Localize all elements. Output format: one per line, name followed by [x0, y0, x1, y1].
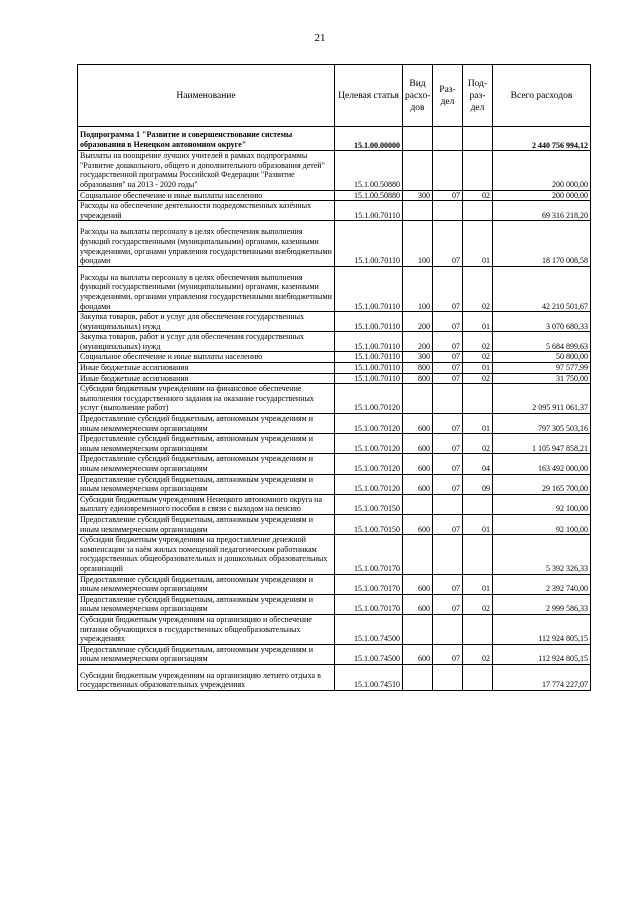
- row-razdel: [433, 614, 463, 644]
- row-code: 15.1.00.70170: [335, 535, 403, 574]
- row-podrazdel: [463, 494, 493, 514]
- row-name: Иные бюджетные ассигнования: [78, 373, 335, 384]
- row-podrazdel: [463, 664, 493, 690]
- row-name: Субсидии бюджетным учреждениям на организацию летнего отдыха в государственных образовательных учреждениях: [78, 664, 335, 690]
- row-name: Расходы на выплаты персоналу в целях обеспечения выполнения функций государственными (муниципальными) органами, казенными учреждениями, органами управления государственными внебюджетными фондами: [78, 221, 335, 266]
- header-podrazdel: Под-раз-дел: [463, 65, 493, 127]
- row-razdel: 07: [433, 312, 463, 332]
- row-vid: 600: [403, 414, 433, 434]
- row-code: 15.1.00.70120: [335, 414, 403, 434]
- row-name: Предоставление субсидий бюджетным, автономным учреждениям и иным некоммерческим организациям: [78, 594, 335, 614]
- row-vid: 800: [403, 373, 433, 384]
- row-sum: 5 684 899,63: [493, 332, 591, 352]
- row-code: 15.1.00.70170: [335, 574, 403, 594]
- row-podrazdel: 02: [463, 332, 493, 352]
- table-row: [78, 352, 591, 363]
- table-row: [78, 151, 591, 190]
- row-code: 15.1.00.70120: [335, 454, 403, 474]
- table-row: [78, 127, 591, 151]
- row-razdel: 07: [433, 221, 463, 266]
- row-vid: [403, 494, 433, 514]
- table-row: [78, 266, 591, 311]
- row-code: 15.1.00.70170: [335, 594, 403, 614]
- table-row: [78, 363, 591, 374]
- row-sum: 112 924 805,15: [493, 614, 591, 644]
- row-vid: 600: [403, 514, 433, 534]
- table-row: [78, 454, 591, 474]
- header-code: Целевая статья: [335, 65, 403, 127]
- row-name: Субсидии бюджетным учреждениям на финансовое обеспечение выполнения государственного задания на оказание государственных услуг (выполнение работ): [78, 384, 335, 414]
- row-vid: [403, 384, 433, 414]
- header-total: Всего расходов: [493, 65, 591, 127]
- row-razdel: 07: [433, 514, 463, 534]
- row-sum: 50 800,00: [493, 352, 591, 363]
- row-sum: 200 000,00: [493, 190, 591, 201]
- row-razdel: 07: [433, 352, 463, 363]
- row-vid: [403, 201, 433, 221]
- row-code: 15.1.00.70150: [335, 514, 403, 534]
- row-code: 15.1.00.74510: [335, 664, 403, 690]
- row-code: 15.1.00.70110: [335, 201, 403, 221]
- row-name: Предоставление субсидий бюджетным, автономным учреждениям и иным некоммерческим организациям: [78, 514, 335, 534]
- table-row: [78, 614, 591, 644]
- row-razdel: 07: [433, 373, 463, 384]
- row-razdel: 07: [433, 363, 463, 374]
- table-row: [78, 190, 591, 201]
- row-vid: [403, 664, 433, 690]
- page-number: 21: [314, 32, 326, 44]
- row-razdel: 07: [433, 434, 463, 454]
- row-podrazdel: 02: [463, 352, 493, 363]
- row-name: Расходы на выплаты персоналу в целях обеспечения выполнения функций государственными (муниципальными) органами, казенными учреждениями, органами управления государственными внебюджетными фондами: [78, 266, 335, 311]
- table-row: [78, 332, 591, 352]
- row-vid: 600: [403, 644, 433, 664]
- row-vid: [403, 151, 433, 190]
- row-code: 15.1.00.70110: [335, 266, 403, 311]
- table-row: [78, 414, 591, 434]
- row-vid: 600: [403, 594, 433, 614]
- header-vid: Вид расхо-дов: [403, 65, 433, 127]
- row-sum: 797 305 503,16: [493, 414, 591, 434]
- row-name: Подпрограмма 1 "Развитие и совершенствование системы образования в Ненецком автономном округе": [78, 127, 335, 151]
- row-vid: 600: [403, 474, 433, 494]
- row-name: Предоставление субсидий бюджетным, автономным учреждениям и иным некоммерческим организациям: [78, 474, 335, 494]
- row-code: 15.1.00.70110: [335, 363, 403, 374]
- row-name: Закупка товаров, работ и услуг для обеспечения государственных (муниципальных) нужд: [78, 312, 335, 332]
- row-name: Закупка товаров, работ и услуг для обеспечения государственных (муниципальных) нужд: [78, 332, 335, 352]
- row-code: 15.1.00.70110: [335, 373, 403, 384]
- row-razdel: [433, 151, 463, 190]
- row-sum: 2 095 911 061,37: [493, 384, 591, 414]
- row-podrazdel: [463, 127, 493, 151]
- row-vid: [403, 127, 433, 151]
- row-name: Субсидии бюджетным учреждениям Ненецкого автономного округа на выплату единовременного пособия в связи с выходом на пенсию: [78, 494, 335, 514]
- row-sum: 92 100,00: [493, 494, 591, 514]
- row-sum: 69 316 218,20: [493, 201, 591, 221]
- row-podrazdel: 01: [463, 312, 493, 332]
- row-sum: 92 100,00: [493, 514, 591, 534]
- row-vid: 600: [403, 454, 433, 474]
- row-vid: 600: [403, 434, 433, 454]
- row-sum: 112 924 805,15: [493, 644, 591, 664]
- row-podrazdel: 02: [463, 644, 493, 664]
- table-row: [78, 664, 591, 690]
- table-row: [78, 594, 591, 614]
- row-name: Субсидии бюджетным учреждениям на организацию и обеспечение питания обучающихся в государственных общеобразовательных учреждениях: [78, 614, 335, 644]
- row-vid: 300: [403, 352, 433, 363]
- row-code: 15.1.00.00000: [335, 127, 403, 151]
- row-razdel: [433, 494, 463, 514]
- table-row: [78, 312, 591, 332]
- row-sum: 2 440 756 994,12: [493, 127, 591, 151]
- row-name: Предоставление субсидий бюджетным, автономным учреждениям и иным некоммерческим организациям: [78, 644, 335, 664]
- row-podrazdel: [463, 151, 493, 190]
- row-razdel: [433, 201, 463, 221]
- row-vid: [403, 614, 433, 644]
- row-podrazdel: [463, 535, 493, 574]
- row-sum: 18 170 008,58: [493, 221, 591, 266]
- row-razdel: 07: [433, 474, 463, 494]
- row-podrazdel: 01: [463, 363, 493, 374]
- row-vid: 300: [403, 190, 433, 201]
- row-code: 15.1.00.74500: [335, 614, 403, 644]
- header-razdel: Раз-дел: [433, 65, 463, 127]
- row-sum: 5 392 326,33: [493, 535, 591, 574]
- row-podrazdel: 04: [463, 454, 493, 474]
- table-header-row: [78, 65, 591, 127]
- row-code: 15.1.00.70110: [335, 352, 403, 363]
- row-sum: 3 070 680,33: [493, 312, 591, 332]
- row-code: 15.1.00.70120: [335, 474, 403, 494]
- row-sum: 163 492 000,00: [493, 454, 591, 474]
- row-name: Предоставление субсидий бюджетным, автономным учреждениям и иным некоммерческим организациям: [78, 574, 335, 594]
- row-sum: 200 000,00: [493, 151, 591, 190]
- row-podrazdel: 02: [463, 373, 493, 384]
- row-name: Предоставление субсидий бюджетным, автономным учреждениям и иным некоммерческим организациям: [78, 454, 335, 474]
- row-razdel: 07: [433, 190, 463, 201]
- table-row: [78, 434, 591, 454]
- row-vid: 100: [403, 221, 433, 266]
- row-name: Субсидии бюджетным учреждениям на предоставление денежной компенсации за наём жилых помещений педагогическим работникам государственных общеобразовательных и дошкольных образовательных организаций: [78, 535, 335, 574]
- row-razdel: 07: [433, 454, 463, 474]
- row-razdel: [433, 535, 463, 574]
- row-sum: 29 165 700,00: [493, 474, 591, 494]
- budget-table: [77, 64, 591, 691]
- row-podrazdel: 02: [463, 190, 493, 201]
- row-name: Расходы на обеспечение деятельности подведомственных казённых учреждений: [78, 201, 335, 221]
- row-razdel: 07: [433, 644, 463, 664]
- row-sum: 97 577,99: [493, 363, 591, 374]
- row-code: 15.1.00.50880: [335, 190, 403, 201]
- row-podrazdel: 02: [463, 594, 493, 614]
- row-razdel: [433, 127, 463, 151]
- row-code: 15.1.00.50880: [335, 151, 403, 190]
- table-row: [78, 201, 591, 221]
- row-sum: 2 999 586,33: [493, 594, 591, 614]
- row-vid: 200: [403, 332, 433, 352]
- row-code: 15.1.00.70150: [335, 494, 403, 514]
- row-vid: [403, 535, 433, 574]
- row-sum: 31 750,00: [493, 373, 591, 384]
- row-podrazdel: 09: [463, 474, 493, 494]
- row-podrazdel: 01: [463, 514, 493, 534]
- row-podrazdel: [463, 384, 493, 414]
- row-vid: 200: [403, 312, 433, 332]
- row-name: Социальное обеспечение и иные выплаты населению: [78, 352, 335, 363]
- row-name: Предоставление субсидий бюджетным, автономным учреждениям и иным некоммерческим организациям: [78, 434, 335, 454]
- row-code: 15.1.00.70110: [335, 312, 403, 332]
- row-razdel: 07: [433, 574, 463, 594]
- table-row: [78, 494, 591, 514]
- row-razdel: 07: [433, 266, 463, 311]
- header-name: Наименование: [78, 65, 335, 127]
- table-row: [78, 384, 591, 414]
- row-podrazdel: [463, 201, 493, 221]
- row-razdel: 07: [433, 332, 463, 352]
- row-sum: 1 105 947 858,21: [493, 434, 591, 454]
- table-row: [78, 373, 591, 384]
- table-row: [78, 514, 591, 534]
- row-name: Предоставление субсидий бюджетным, автономным учреждениям и иным некоммерческим организациям: [78, 414, 335, 434]
- row-podrazdel: 01: [463, 221, 493, 266]
- row-razdel: 07: [433, 594, 463, 614]
- row-name: Выплаты на поощрение лучших учителей в рамках подпрограммы "Развитие дошкольного, общего и дополнительного образования детей" государственной программы Российской Федерации "Развитие образования" на 2013 - 2020 годы": [78, 151, 335, 190]
- row-code: 15.1.00.74500: [335, 644, 403, 664]
- row-vid: 600: [403, 574, 433, 594]
- table-row: [78, 574, 591, 594]
- row-name: Иные бюджетные ассигнования: [78, 363, 335, 374]
- row-code: 15.1.00.70110: [335, 221, 403, 266]
- row-code: 15.1.00.70120: [335, 434, 403, 454]
- row-podrazdel: 01: [463, 574, 493, 594]
- row-vid: 800: [403, 363, 433, 374]
- table-row: [78, 535, 591, 574]
- row-code: 15.1.00.70120: [335, 384, 403, 414]
- row-name: Социальное обеспечение и иные выплаты населению: [78, 190, 335, 201]
- row-sum: 17 774 227,07: [493, 664, 591, 690]
- row-code: 15.1.00.70110: [335, 332, 403, 352]
- row-sum: 42 210 501,67: [493, 266, 591, 311]
- row-vid: 100: [403, 266, 433, 311]
- row-podrazdel: 02: [463, 266, 493, 311]
- row-podrazdel: 02: [463, 434, 493, 454]
- row-razdel: 07: [433, 414, 463, 434]
- row-podrazdel: 01: [463, 414, 493, 434]
- table-row: [78, 644, 591, 664]
- row-sum: 2 392 740,00: [493, 574, 591, 594]
- table-row: [78, 221, 591, 266]
- row-razdel: [433, 384, 463, 414]
- table-row: [78, 474, 591, 494]
- row-podrazdel: [463, 614, 493, 644]
- row-razdel: [433, 664, 463, 690]
